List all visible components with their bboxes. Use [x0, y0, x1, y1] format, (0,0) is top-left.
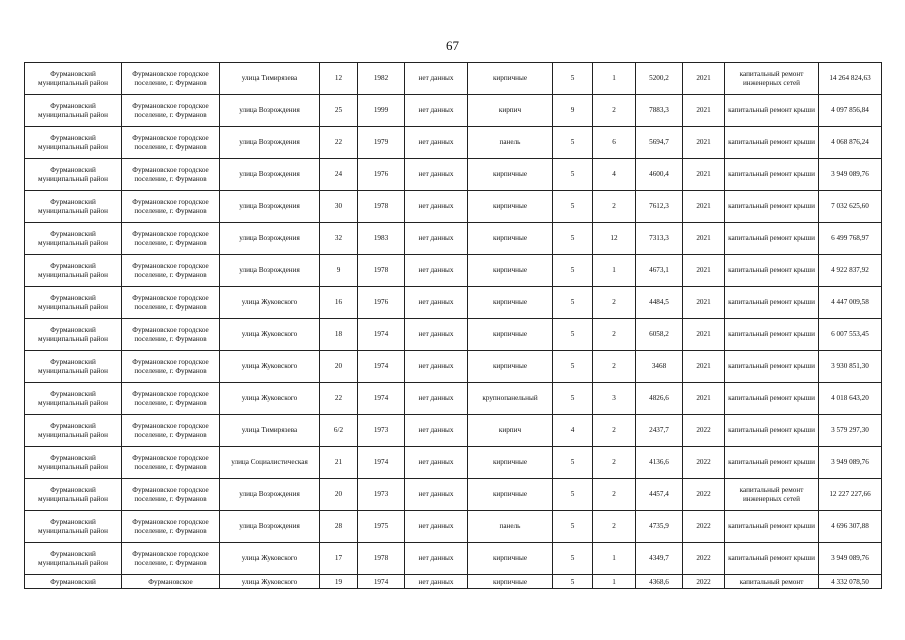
data-status-cell: нет данных	[405, 351, 468, 383]
district-cell: Фурмановский муниципальный район	[25, 511, 122, 543]
street-cell: улица Жуковского	[220, 383, 320, 415]
floors-cell: 5	[553, 383, 593, 415]
settlement-cell: Фурмановское городское поселение, г. Фурманов	[122, 383, 220, 415]
entrances-cell: 1	[593, 63, 636, 95]
cost-cell: 14 264 824,63	[819, 63, 882, 95]
data-status-cell: нет данных	[405, 575, 468, 589]
house-number-cell: 20	[320, 351, 358, 383]
area-cell: 4600,4	[636, 159, 683, 191]
plan-year-cell: 2021	[683, 319, 725, 351]
cost-cell: 4 696 307,88	[819, 511, 882, 543]
work-type-cell: капитальный ремонт крыши	[725, 543, 819, 575]
data-status-cell: нет данных	[405, 223, 468, 255]
cost-cell: 12 227 227,66	[819, 479, 882, 511]
district-cell: Фурмановский муниципальный район	[25, 543, 122, 575]
plan-year-cell: 2022	[683, 543, 725, 575]
house-number-cell: 22	[320, 127, 358, 159]
build-year-cell: 1975	[358, 511, 405, 543]
data-status-cell: нет данных	[405, 287, 468, 319]
district-cell: Фурмановский муниципальный район	[25, 351, 122, 383]
plan-year-cell: 2021	[683, 127, 725, 159]
house-number-cell: 20	[320, 479, 358, 511]
wall-material-cell: кирпичные	[468, 223, 553, 255]
plan-year-cell: 2022	[683, 511, 725, 543]
street-cell: улица Тимирязева	[220, 415, 320, 447]
settlement-cell: Фурмановское городское поселение, г. Фурманов	[122, 191, 220, 223]
wall-material-cell: кирпич	[468, 415, 553, 447]
plan-year-cell: 2021	[683, 255, 725, 287]
wall-material-cell: крупнопанельный	[468, 383, 553, 415]
area-cell: 4826,6	[636, 383, 683, 415]
wall-material-cell: кирпичные	[468, 159, 553, 191]
district-cell: Фурмановский муниципальный район	[25, 95, 122, 127]
area-cell: 4673,1	[636, 255, 683, 287]
cost-cell: 4 068 876,24	[819, 127, 882, 159]
cost-cell: 6 499 768,97	[819, 223, 882, 255]
district-cell: Фурмановский муниципальный район	[25, 415, 122, 447]
plan-year-cell: 2021	[683, 223, 725, 255]
district-cell: Фурмановский муниципальный район	[25, 63, 122, 95]
build-year-cell: 1978	[358, 543, 405, 575]
area-cell: 4136,6	[636, 447, 683, 479]
build-year-cell: 1976	[358, 159, 405, 191]
work-type-cell: капитальный ремонт крыши	[725, 159, 819, 191]
floors-cell: 5	[553, 319, 593, 351]
area-cell: 2437,7	[636, 415, 683, 447]
settlement-cell: Фурмановское городское поселение, г. Фурманов	[122, 159, 220, 191]
street-cell: улица Возрождения	[220, 95, 320, 127]
work-type-cell: капитальный ремонт крыши	[725, 447, 819, 479]
wall-material-cell: кирпичные	[468, 319, 553, 351]
table-row	[25, 575, 882, 589]
district-cell: Фурмановский муниципальный район	[25, 479, 122, 511]
floors-cell: 5	[553, 287, 593, 319]
house-number-cell: 32	[320, 223, 358, 255]
table-row	[25, 191, 882, 223]
area-cell: 5694,7	[636, 127, 683, 159]
plan-year-cell: 2021	[683, 191, 725, 223]
wall-material-cell: кирпичные	[468, 255, 553, 287]
build-year-cell: 1973	[358, 415, 405, 447]
house-number-cell: 25	[320, 95, 358, 127]
area-cell: 4735,9	[636, 511, 683, 543]
house-number-cell: 16	[320, 287, 358, 319]
area-cell: 7612,3	[636, 191, 683, 223]
work-type-cell: капитальный ремонт инженерных сетей	[725, 479, 819, 511]
data-status-cell: нет данных	[405, 447, 468, 479]
plan-year-cell: 2021	[683, 383, 725, 415]
data-status-cell: нет данных	[405, 95, 468, 127]
data-status-cell: нет данных	[405, 255, 468, 287]
settlement-cell: Фурмановское городское поселение, г. Фурманов	[122, 543, 220, 575]
build-year-cell: 1974	[358, 319, 405, 351]
house-number-cell: 19	[320, 575, 358, 589]
wall-material-cell: кирпич	[468, 95, 553, 127]
data-status-cell: нет данных	[405, 159, 468, 191]
floors-cell: 5	[553, 351, 593, 383]
data-status-cell: нет данных	[405, 127, 468, 159]
table-row	[25, 63, 882, 95]
house-number-cell: 18	[320, 319, 358, 351]
entrances-cell: 1	[593, 575, 636, 589]
data-status-cell: нет данных	[405, 511, 468, 543]
data-status-cell: нет данных	[405, 319, 468, 351]
settlement-cell: Фурмановское городское поселение, г. Фурманов	[122, 319, 220, 351]
cost-cell: 4 922 837,92	[819, 255, 882, 287]
house-number-cell: 24	[320, 159, 358, 191]
floors-cell: 5	[553, 255, 593, 287]
house-number-cell: 12	[320, 63, 358, 95]
street-cell: улица Жуковского	[220, 351, 320, 383]
settlement-cell: Фурмановское городское поселение, г. Фурманов	[122, 511, 220, 543]
table-row	[25, 127, 882, 159]
table-row	[25, 95, 882, 127]
wall-material-cell: кирпичные	[468, 575, 553, 589]
cost-cell: 3 930 851,30	[819, 351, 882, 383]
work-type-cell: капитальный ремонт крыши	[725, 95, 819, 127]
table-row	[25, 383, 882, 415]
district-cell: Фурмановский муниципальный район	[25, 191, 122, 223]
work-type-cell: капитальный ремонт крыши	[725, 255, 819, 287]
area-cell: 7883,3	[636, 95, 683, 127]
entrances-cell: 2	[593, 351, 636, 383]
plan-year-cell: 2021	[683, 63, 725, 95]
entrances-cell: 1	[593, 543, 636, 575]
area-cell: 4457,4	[636, 479, 683, 511]
entrances-cell: 6	[593, 127, 636, 159]
street-cell: улица Жуковского	[220, 575, 320, 589]
district-cell: Фурмановский муниципальный район	[25, 383, 122, 415]
data-status-cell: нет данных	[405, 383, 468, 415]
build-year-cell: 1978	[358, 255, 405, 287]
entrances-cell: 2	[593, 319, 636, 351]
district-cell: Фурмановский муниципальный район	[25, 127, 122, 159]
district-cell: Фурмановский муниципальный район	[25, 159, 122, 191]
work-type-cell: капитальный ремонт крыши	[725, 287, 819, 319]
work-type-cell: капитальный ремонт крыши	[725, 351, 819, 383]
build-year-cell: 1976	[358, 287, 405, 319]
table-row	[25, 447, 882, 479]
settlement-cell: Фурмановское городское поселение, г. Фурманов	[122, 351, 220, 383]
street-cell: улица Возрождения	[220, 159, 320, 191]
floors-cell: 5	[553, 63, 593, 95]
entrances-cell: 1	[593, 255, 636, 287]
settlement-cell: Фурмановское городское поселение, г. Фурманов	[122, 63, 220, 95]
work-type-cell: капитальный ремонт крыши	[725, 511, 819, 543]
build-year-cell: 1974	[358, 383, 405, 415]
cost-cell: 4 018 643,20	[819, 383, 882, 415]
wall-material-cell: кирпичные	[468, 63, 553, 95]
entrances-cell: 2	[593, 415, 636, 447]
data-status-cell: нет данных	[405, 543, 468, 575]
street-cell: улица Возрождения	[220, 255, 320, 287]
entrances-cell: 2	[593, 191, 636, 223]
build-year-cell: 1999	[358, 95, 405, 127]
area-cell: 4368,6	[636, 575, 683, 589]
area-cell: 5200,2	[636, 63, 683, 95]
build-year-cell: 1983	[358, 223, 405, 255]
table-row	[25, 511, 882, 543]
plan-year-cell: 2021	[683, 287, 725, 319]
district-cell: Фурмановский муниципальный район	[25, 319, 122, 351]
work-type-cell: капитальный ремонт крыши	[725, 415, 819, 447]
data-status-cell: нет данных	[405, 479, 468, 511]
street-cell: улица Возрождения	[220, 223, 320, 255]
table-row	[25, 159, 882, 191]
floors-cell: 4	[553, 415, 593, 447]
build-year-cell: 1979	[358, 127, 405, 159]
house-number-cell: 21	[320, 447, 358, 479]
table-row	[25, 479, 882, 511]
plan-year-cell: 2022	[683, 575, 725, 589]
entrances-cell: 12	[593, 223, 636, 255]
cost-cell: 4 097 856,84	[819, 95, 882, 127]
street-cell: улица Тимирязева	[220, 63, 320, 95]
settlement-cell: Фурмановское городское поселение, г. Фурманов	[122, 223, 220, 255]
cost-cell: 3 949 089,76	[819, 447, 882, 479]
cost-cell: 3 949 089,76	[819, 543, 882, 575]
floors-cell: 5	[553, 223, 593, 255]
floors-cell: 5	[553, 479, 593, 511]
settlement-cell: Фурмановское городское поселение, г. Фурманов	[122, 95, 220, 127]
cost-cell: 4 332 078,50	[819, 575, 882, 589]
data-status-cell: нет данных	[405, 63, 468, 95]
plan-year-cell: 2021	[683, 351, 725, 383]
page-number: 67	[446, 38, 459, 53]
settlement-cell: Фурмановское городское поселение, г. Фурманов	[122, 127, 220, 159]
area-cell: 4484,5	[636, 287, 683, 319]
table-row	[25, 543, 882, 575]
cost-cell: 4 447 009,58	[819, 287, 882, 319]
area-cell: 7313,3	[636, 223, 683, 255]
settlement-cell: Фурмановское городское поселение, г. Фурманов	[122, 447, 220, 479]
street-cell: улица Социалистическая	[220, 447, 320, 479]
cost-cell: 3 949 089,76	[819, 159, 882, 191]
district-cell: Фурмановский муниципальный район	[25, 223, 122, 255]
build-year-cell: 1974	[358, 447, 405, 479]
data-status-cell: нет данных	[405, 415, 468, 447]
district-cell: Фурмановский муниципальный район	[25, 447, 122, 479]
work-type-cell: капитальный ремонт крыши	[725, 383, 819, 415]
settlement-cell: Фурмановское	[122, 575, 220, 589]
wall-material-cell: панель	[468, 511, 553, 543]
house-number-cell: 17	[320, 543, 358, 575]
floors-cell: 5	[553, 191, 593, 223]
entrances-cell: 2	[593, 447, 636, 479]
entrances-cell: 2	[593, 287, 636, 319]
plan-year-cell: 2022	[683, 415, 725, 447]
work-type-cell: капитальный ремонт крыши	[725, 319, 819, 351]
wall-material-cell: кирпичные	[468, 287, 553, 319]
house-number-cell: 22	[320, 383, 358, 415]
settlement-cell: Фурмановское городское поселение, г. Фурманов	[122, 255, 220, 287]
wall-material-cell: панель	[468, 127, 553, 159]
floors-cell: 5	[553, 575, 593, 589]
table-row	[25, 255, 882, 287]
table-row	[25, 415, 882, 447]
work-type-cell: капитальный ремонт крыши	[725, 223, 819, 255]
house-number-cell: 9	[320, 255, 358, 287]
settlement-cell: Фурмановское городское поселение, г. Фурманов	[122, 479, 220, 511]
floors-cell: 5	[553, 159, 593, 191]
plan-year-cell: 2021	[683, 95, 725, 127]
settlement-cell: Фурмановское городское поселение, г. Фурманов	[122, 415, 220, 447]
data-status-cell: нет данных	[405, 191, 468, 223]
wall-material-cell: кирпичные	[468, 191, 553, 223]
area-cell: 4349,7	[636, 543, 683, 575]
build-year-cell: 1978	[358, 191, 405, 223]
entrances-cell: 2	[593, 95, 636, 127]
district-cell: Фурмановский муниципальный район	[25, 255, 122, 287]
build-year-cell: 1974	[358, 351, 405, 383]
work-type-cell: капитальный ремонт крыши	[725, 191, 819, 223]
street-cell: улица Возрождения	[220, 191, 320, 223]
table-body	[25, 63, 882, 589]
street-cell: улица Жуковского	[220, 319, 320, 351]
floors-cell: 5	[553, 447, 593, 479]
cost-cell: 6 007 553,45	[819, 319, 882, 351]
district-cell: Фурмановский	[25, 575, 122, 589]
wall-material-cell: кирпичные	[468, 351, 553, 383]
area-cell: 6058,2	[636, 319, 683, 351]
floors-cell: 9	[553, 95, 593, 127]
table-row	[25, 319, 882, 351]
table-row	[25, 287, 882, 319]
wall-material-cell: кирпичные	[468, 543, 553, 575]
wall-material-cell: кирпичные	[468, 479, 553, 511]
build-year-cell: 1974	[358, 575, 405, 589]
plan-year-cell: 2022	[683, 447, 725, 479]
work-type-cell: капитальный ремонт инженерных сетей	[725, 63, 819, 95]
plan-year-cell: 2022	[683, 479, 725, 511]
table-row	[25, 223, 882, 255]
cost-cell: 3 579 297,30	[819, 415, 882, 447]
entrances-cell: 2	[593, 511, 636, 543]
district-cell: Фурмановский муниципальный район	[25, 287, 122, 319]
street-cell: улица Жуковского	[220, 287, 320, 319]
house-number-cell: 6/2	[320, 415, 358, 447]
street-cell: улица Возрождения	[220, 511, 320, 543]
entrances-cell: 4	[593, 159, 636, 191]
wall-material-cell: кирпичные	[468, 447, 553, 479]
work-type-cell: капитальный ремонт	[725, 575, 819, 589]
street-cell: улица Жуковского	[220, 543, 320, 575]
table-row	[25, 351, 882, 383]
street-cell: улица Возрождения	[220, 127, 320, 159]
entrances-cell: 2	[593, 479, 636, 511]
plan-year-cell: 2021	[683, 159, 725, 191]
housing-repair-table	[24, 62, 882, 589]
settlement-cell: Фурмановское городское поселение, г. Фурманов	[122, 287, 220, 319]
cost-cell: 7 032 625,60	[819, 191, 882, 223]
street-cell: улица Возрождения	[220, 479, 320, 511]
floors-cell: 5	[553, 127, 593, 159]
entrances-cell: 3	[593, 383, 636, 415]
floors-cell: 5	[553, 511, 593, 543]
house-number-cell: 28	[320, 511, 358, 543]
house-number-cell: 30	[320, 191, 358, 223]
work-type-cell: капитальный ремонт крыши	[725, 127, 819, 159]
floors-cell: 5	[553, 543, 593, 575]
build-year-cell: 1982	[358, 63, 405, 95]
build-year-cell: 1973	[358, 479, 405, 511]
area-cell: 3468	[636, 351, 683, 383]
